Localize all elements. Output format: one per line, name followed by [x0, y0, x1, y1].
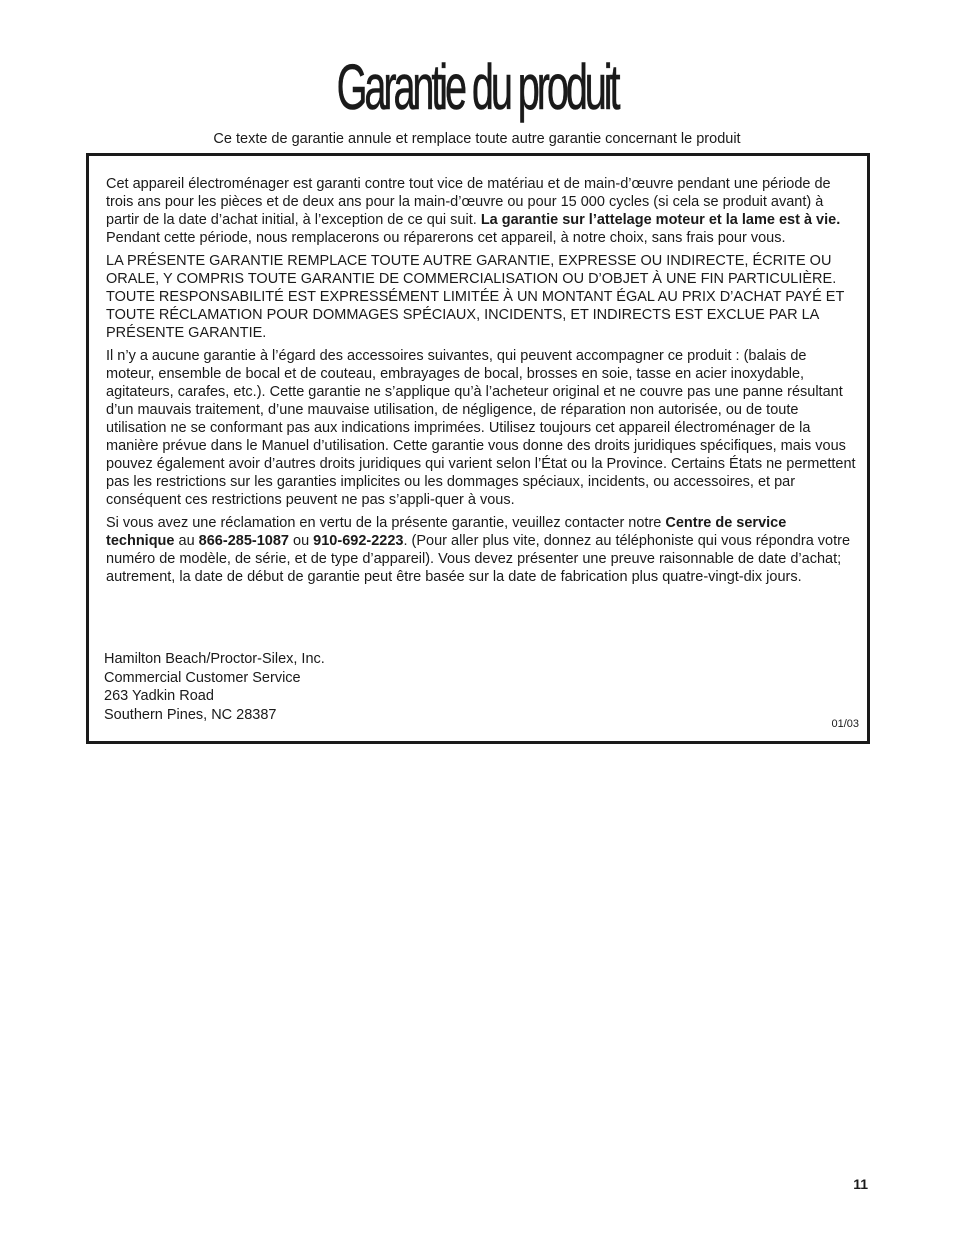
- warranty-box: [86, 153, 870, 744]
- warranty-paragraph-exclusions: Il n’y a aucune garantie à l’égard des accessoires suivantes, qui peuvent accompagner ce produit : (balais de moteur, ensemble de bocal et de couteau, embrayages de bocal, brosses en soie, tasse en acier inoxydable, agitateurs, carafes, etc.). Cette garantie ne s’applique qu’à l’acheteur original et ne couvre pas une panne résultant d’un mauvais traitement, d’une mauvaise utilisation, de négligence, de réparation non autorisée, ou de toute utilisation ne se conformant pas aux indications imprimées. Utilisez toujours cet appareil électroménager de la manière prévue dans le Manuel d’utilisation. Cette garantie vous donne des droits juridiques spécifiques, mais vous pouvez également avoir d’autres droits juridiques qui varient selon l’État ou la Province. Certains États ne permettent pas les restrictions sur les garanties implicites ou les dommages spéciaux, incidents, ou accessoires, et par conséquent ces restrictions peuvent ne pas s’appli-quer à vous.: [106, 348, 856, 508]
- service-center-name: Centre de service technique: [106, 515, 787, 549]
- address-line: Southern Pines, NC 28387: [104, 707, 277, 724]
- warranty-paragraph-coverage: Cet appareil électroménager est garanti contre tout vice de matériau et de main-d’œuvre pendant une période de trois ans pour les pièces et de deux ans pour la main-d’œuvre ou pour 15 000 cycles (si cela se produit avant) à partir de la date d’achat initial, à l’exception de ce qui suit. La garantie sur l’attelage moteur et la lame est à vie. Pendant cette période, nous remplacerons ou réparerons cet appareil, à notre choix, sans frais pour vous.: [106, 176, 841, 246]
- warranty-paragraph-disclaimer: LA PRÉSENTE GARANTIE REMPLACE TOUTE AUTRE GARANTIE, EXPRESSE OU INDIRECTE, ÉCRITE OU ORALE, Y COMPRIS TOUTE GARANTIE DE COMMERCIALISATION OU D’OBJET À UNE FIN PARTICULIÈRE. TOUTE RESPONSABILITÉ EST EXPRESSÉMENT LIMITÉE À UN MONTANT ÉGAL AU PRIX D’ACHAT PAYÉ ET TOUTE RÉCLAMATION POUR DOMMAGES SPÉCIAUX, INCIDENTS, ET INDIRECTS EST EXCLUE PAR LA PRÉSENTE GARANTIE.: [106, 253, 845, 341]
- warranty-content: [106, 175, 858, 591]
- address-line: 263 Yadkin Road: [104, 688, 214, 705]
- date-code: 01/03: [831, 718, 859, 730]
- lifetime-warranty-note: La garantie sur l’attelage moteur et la lame est à vie.: [480, 212, 841, 228]
- address-line: Commercial Customer Service: [104, 669, 301, 686]
- page-number: 11: [853, 1176, 868, 1192]
- warranty-paragraph-claims: Si vous avez une réclamation en vertu de la présente garantie, veuillez contacter notre Centre de service technique au 866-285-1087 ou 910-692-2223. (Pour aller plus vite, donnez au téléphoniste qui vous répondra votre numéro de modèle, de série, et de type d’appareil). Vous devez présenter une preuve raisonnable de date d’achat; autrement, la date de début de garantie peut être basée sur la date de fabrication plus quatre-vingt-dix jours.: [106, 515, 851, 585]
- phone-number-2: 910-692-2223: [313, 533, 404, 549]
- company-address: [104, 650, 325, 725]
- phone-number-1: 866-285-1087: [198, 533, 289, 549]
- page-title: Garantie du produit: [336, 51, 618, 123]
- page-subtitle: Ce texte de garantie annule et remplace toute autre garantie concernant le produit: [213, 131, 741, 147]
- address-line: Hamilton Beach/Proctor-Silex, Inc.: [104, 651, 325, 667]
